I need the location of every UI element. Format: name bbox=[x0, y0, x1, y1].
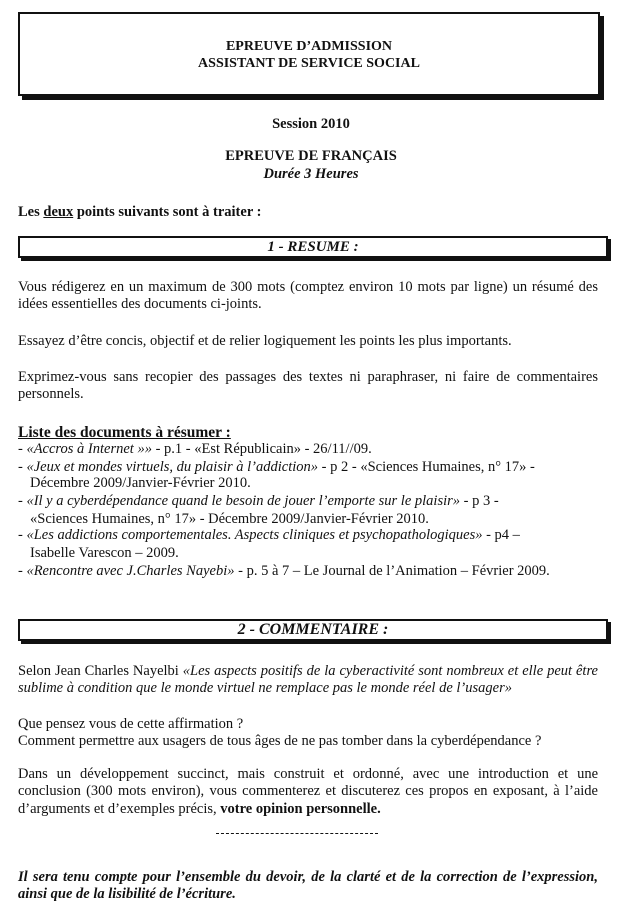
session-label: Session 2010 bbox=[272, 116, 350, 132]
quote-intro: Selon Jean Charles Nayelbi bbox=[18, 663, 183, 679]
document-ref-line2: Décembre 2009/Janvier-Février 2010. bbox=[30, 475, 251, 491]
question-1: Que pensez vous de cette affirmation ? bbox=[18, 716, 244, 732]
header-title-line1: EPREUVE D’ADMISSION bbox=[225, 39, 393, 54]
instructions-bold: votre opinion personnelle. bbox=[220, 800, 381, 817]
commentaire-heading: 2 - COMMENTAIRE : bbox=[237, 621, 389, 638]
separator-line bbox=[216, 833, 378, 834]
document-title: - «Il y a cyberdépendance quand le besoin de jouer l’emporte sur le plaisir» bbox=[18, 493, 461, 509]
document-ref-line2: «Sciences Humaines, n° 17» - Décembre 2009/Janvier-Février 2010. bbox=[30, 511, 429, 527]
document-ref: - p4 – bbox=[482, 527, 520, 543]
header-box bbox=[18, 12, 600, 96]
intro-post: points suivants sont à traiter : bbox=[73, 204, 262, 220]
intro-line bbox=[18, 204, 598, 221]
document-title: - «Jeux et mondes virtuels, du plaisir à l’addiction» bbox=[18, 459, 319, 475]
question-2: Comment permettre aux usagers de tous âges de ne pas tomber dans la cyberdépendance ? bbox=[18, 733, 542, 749]
intro-pre: Les bbox=[18, 204, 44, 220]
resume-paragraph-3: Exprimez-vous sans recopier des passages des textes ni paraphraser, ni faire de commentaires personnels. bbox=[18, 369, 598, 403]
document-item bbox=[18, 527, 608, 544]
quote-text: «Les aspects positifs de la cyberactivité sont nombreux et elle peut être sublime à condition que le monde virtuel ne remplace pas le monde réel de l’usager» bbox=[18, 663, 598, 697]
commentaire-heading-box bbox=[18, 619, 608, 641]
document-ref: - p.1 - «Est Républicain» - 26/11//09. bbox=[151, 441, 372, 457]
resume-paragraph-1: Vous rédigerez en un maximum de 300 mots (comptez environ 10 mots par ligne) un résumé des idées essentielles des documents ci-joints. bbox=[18, 279, 598, 313]
document-item bbox=[18, 459, 608, 476]
instructions-text: Dans un développement succinct, mais construit et ordonné, avec une introduction et une conclusion (300 mots environ), vous commenterez et discuterez ces propos en exposant, à l’aide d’arguments et d’exemples précis, bbox=[18, 766, 598, 817]
epreuve-title: EPREUVE DE FRANÇAIS bbox=[225, 148, 397, 164]
duree-label: Durée 3 Heures bbox=[263, 166, 359, 182]
resume-paragraph-2: Essayez d’être concis, objectif et de relier logiquement les points les plus importants. bbox=[18, 333, 512, 349]
document-item bbox=[18, 493, 608, 510]
document-ref: - p. 5 à 7 – Le Journal de l’Animation – Février 2009. bbox=[234, 563, 550, 579]
header-title-line2: ASSISTANT DE SERVICE SOCIAL bbox=[198, 56, 420, 71]
document-item bbox=[18, 441, 608, 458]
document-ref: - p 2 - «Sciences Humaines, n° 17» - bbox=[318, 459, 535, 475]
documents-heading: Liste des documents à résumer : bbox=[18, 424, 231, 441]
document-title: - «Rencontre avec J.Charles Nayebi» bbox=[18, 563, 235, 579]
commentaire-instructions bbox=[18, 766, 598, 818]
document-item bbox=[18, 563, 608, 580]
document-title: - «Les addictions comportementales. Aspects cliniques et psychopathologiques» bbox=[18, 527, 483, 543]
footer-note: Il sera tenu compte pour l’ensemble du devoir, de la clarté et de la correction de l’expression, ainsi que de la lisibilité de l’écriture. bbox=[18, 869, 598, 903]
resume-heading: 1 - RESUME : bbox=[267, 239, 359, 255]
document-ref: - p 3 - bbox=[460, 493, 499, 509]
resume-heading-box bbox=[18, 236, 608, 258]
commentaire-quote-paragraph bbox=[18, 663, 598, 698]
document-ref-line2: Isabelle Varescon – 2009. bbox=[30, 545, 179, 561]
document-title: - «Accros à Internet »» bbox=[18, 441, 152, 457]
intro-deux: deux bbox=[43, 204, 74, 220]
